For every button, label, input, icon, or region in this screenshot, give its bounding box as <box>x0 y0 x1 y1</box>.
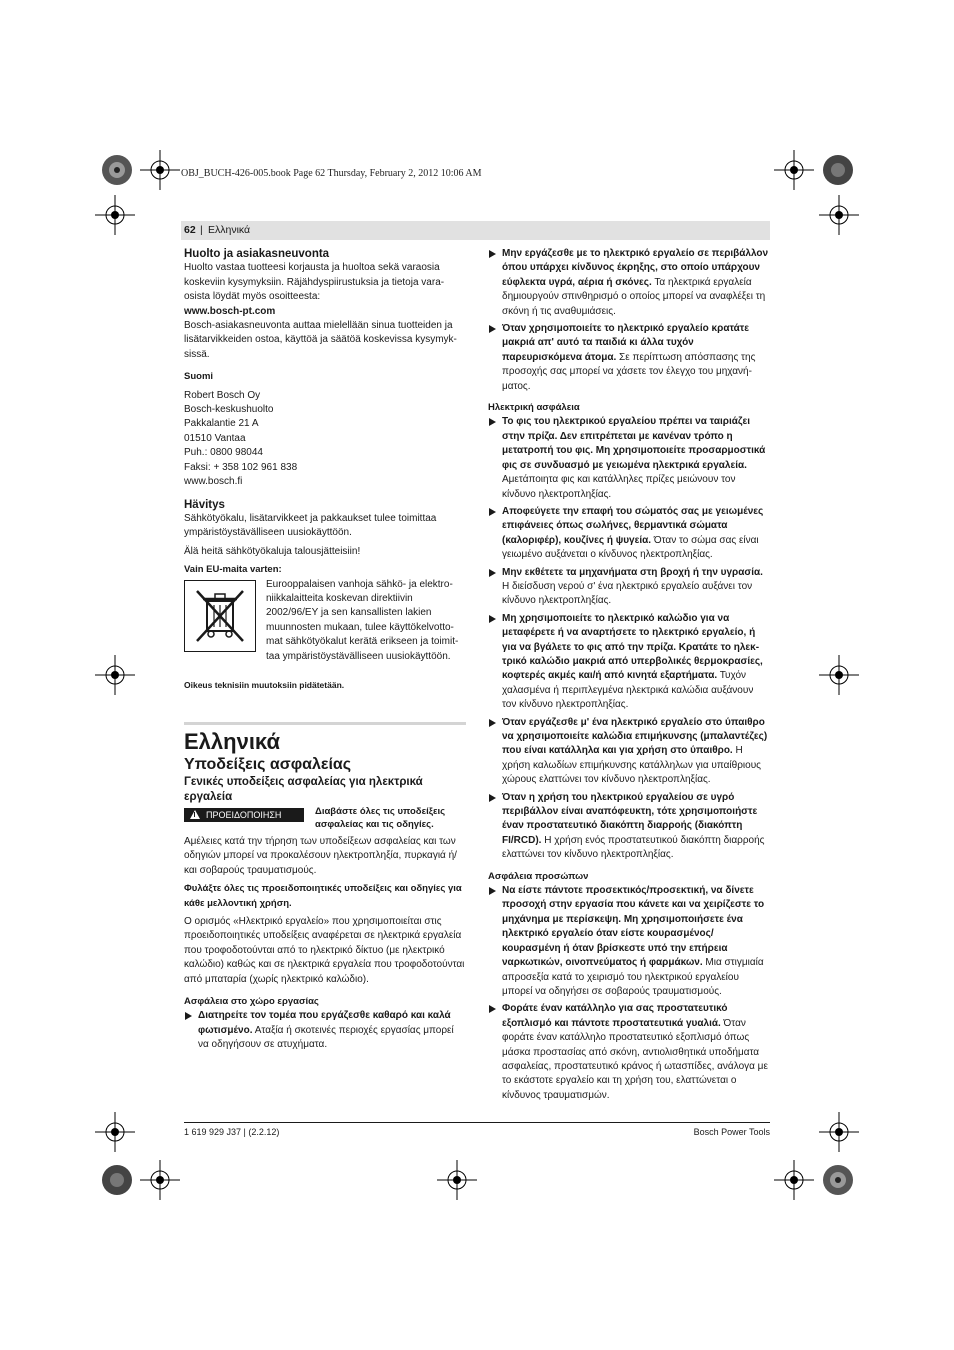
footer-brand: Bosch Power Tools <box>693 1127 770 1137</box>
header-separator: | <box>200 224 203 236</box>
bullet-arrow-icon <box>489 887 496 895</box>
registration-mark-bottom-left <box>97 1160 137 1200</box>
service-text-2: Bosch-asiakasneuvonta auttaa mielellään sinua tuotteiden ja lisätarvikkeiden ostoa, käyttöä ja säätöä koskevissa kysymyk-sissä. <box>184 320 457 360</box>
bullet-arrow-icon <box>489 719 496 727</box>
list-item: Μην εκθέτετε τα μηχανήματα στη βροχή ή την υγρασία. Η διείσδυση νερού σ' ένα ηλεκτρικό εργαλείο αυξάνει τον κίνδυνο ηλεκτροπληξίας. <box>488 566 770 609</box>
eu-heading: Vain EU-maita varten: <box>184 564 282 576</box>
service-text: Huolto vastaa tuotteesi korjausta ja huoltoa sekä varaosia koskeviin kysymyksiin. Räjähdyspiirustuksia ja tietoja vara-osista löydät myös osoitteesta: <box>184 262 445 303</box>
warning-triangle-icon <box>190 810 200 819</box>
bullet-arrow-icon <box>489 1005 496 1013</box>
right-column <box>488 247 770 1106</box>
crosshair-mark <box>95 195 135 235</box>
bullet-arrow-icon <box>489 794 496 802</box>
list-item: Όταν χρησιμοποιείτε το ηλεκτρικό εργαλείο κρατάτε μακριά απ' αυτό τα παιδιά κι άλλα τυχόν παρευρισκόμενα άτομα. Σε περίπτωση απόσπασης της προσοχής σας μπορεί να χάσετε τον έλεγχο του μηχανή-ματος. <box>488 322 770 394</box>
list-item: Όταν εργάζεσθε μ' ένα ηλεκτρικό εργαλείο στο ύπαιθρο να χρησιμοποιείτε καλώδια επιμήκυνσης (μπαλαντέζες) που είναι κατάλληλα και για χρήση στο ύπαιθρο. Η χρήση καλωδίων επιμήκυνσης κατάλληλων για υπαίθριους χώρους ελαττώνει τον κίνδυνο ηλεκτροπληξίας. <box>488 716 770 788</box>
warning-badge <box>184 808 304 822</box>
warning-text: Διαβάστε όλες τις υποδείξεις ασφαλείας και τις οδηγίες. <box>315 805 446 830</box>
list-item: Όταν η χρήση του ηλεκτρικού εργαλείου σε υγρό περιβάλλον είναι αναπόφευκτη, τότε χρησιμοποιήστε έναν προστατευτικό διακόπτη διαρροής (διακόπτη FI/RCD). Η χρήση ενός προστατευτικού διακόπτη διαρροής ελαττώνει τον κίνδυνο ηλεκτροπληξίας. <box>488 791 770 863</box>
page-number: 62 <box>184 224 196 236</box>
service-url[interactable]: www.bosch-pt.com <box>184 305 276 317</box>
file-info-line: OBJ_BUCH-426-005.book Page 62 Thursday, February 2, 2012 10:06 AM <box>181 168 482 179</box>
intro-text: Αμέλειες κατά την τήρηση των υποδείξεων ασφαλείας και των οδηγιών μπορεί να προκαλέσουν ηλεκτροπληξία, πυρκαγιά ή/και σοβαρούς τραυματισμούς. <box>184 835 457 876</box>
disposal-text-2: Älä heitä sähkötyökaluja talousjätteisiin! <box>184 545 361 557</box>
bullet-arrow-icon <box>185 1012 192 1020</box>
country-heading: Suomi <box>184 371 214 383</box>
section-divider <box>184 722 466 725</box>
bullet-arrow-icon <box>489 418 496 426</box>
personal-safety-heading: Ασφάλεια προσώπων <box>488 870 589 882</box>
address-line: Pakkalantie 21 A <box>184 418 259 430</box>
bullet-arrow-icon <box>489 569 496 577</box>
crosshair-mark <box>819 195 859 235</box>
address-line: Puh.: 0800 98044 <box>184 447 263 459</box>
rights-note: Oikeus teknisiin muutoksiin pidätetään. <box>184 679 345 690</box>
disposal-heading: Hävitys <box>184 498 225 511</box>
address-line: Robert Bosch Oy <box>184 389 261 401</box>
safety-title: Υποδείξεις ασφαλείας <box>184 755 352 773</box>
bullet-arrow-icon <box>489 325 496 333</box>
weee-section <box>184 580 466 672</box>
list-item: Μην εργάζεσθε με το ηλεκτρικό εργαλείο σε περιβάλλον όπου υπάρχει κίνδυνος έκρηξης, στο οποίο υπάρχουν εύφλεκτα υγρά, αέρια ή σκόνες. Τα ηλεκτρικά εργαλεία δημιουργούν σπινθηρισμό ο οποίος μπορεί να αναφλέξει τη σκόνη ή τις αναθυμιάσεις. <box>488 247 770 319</box>
warning-label: ΠΡΟΕΙΔΟΠΟΙΗΣΗ <box>206 809 282 820</box>
footer-rule <box>184 1122 770 1123</box>
term-definition-text: Ο ορισμός «Ηλεκτρικό εργαλείο» που χρησιμοποιείται στις προειδοποιητικές υποδείξεις αναφέρεται σε ηλεκτρικά εργαλεία που τροφοδοτούνται από το ηλεκτρικό δίκτυο (με ηλεκτρικό καλώδιο) καθώς και σε ηλεκτρικά εργαλεία που τροφοδοτούνται από μπαταρία (χωρίς ηλεκτρικό καλώδιο). <box>184 915 465 985</box>
list-item: Μη χρησιμοποιείτε το ηλεκτρικό καλώδιο για να μεταφέρετε ή να αναρτήσετε το ηλεκτρικό εργαλείο, ή για να βγάλετε το φις από την πρίζα. Κρατάτε το ηλεκ-τρικό καλώδιο μακριά από υπερβολικές θερμοκρασίες, κοφτερές ακμές και/ή από κινητά εξαρτήματα. Τυχόν χαλασμένα ή περιπλεγμένα ηλεκτρικά καλώδια αυξάνουν τον κίνδυνο ηλεκτροπληξίας. <box>488 612 770 713</box>
address-line: Bosch-keskushuolto <box>184 404 274 416</box>
bullet-arrow-icon <box>489 615 496 623</box>
keep-instructions-text: Φυλάξτε όλες τις προειδοποιητικές υποδείξεις και οδηγίες για κάθε μελλοντική χρήση. <box>184 883 462 909</box>
page-header-bar <box>181 221 770 240</box>
crosshair-mark <box>774 150 814 190</box>
bullet-arrow-icon <box>489 508 496 516</box>
crosshair-mark <box>819 1112 859 1152</box>
list-item: Το φις του ηλεκτρικού εργαλείου πρέπει να ταιριάζει στην πρίζα. Δεν επιτρέπεται με κανέναν τρόπο η μετατροπή του φις. Μη χρησιμοποιείτε προσαρμοστικά φις σε συνδυασμό με γειωμένα ηλεκτρικά εργαλεία. Αμετάποιητα φις και κατάλληλες πρίζες μειώνουν τον κίνδυνο ηλεκτροπληξίας. <box>488 415 770 501</box>
registration-mark-top-left <box>97 150 137 190</box>
address-line: www.bosch.fi <box>184 476 243 488</box>
list-item: Να είστε πάντοτε προσεκτικός/προσεκτική, να δίνετε προσοχή στην εργασία που κάνετε και να χειρίζεστε το μηχάνημα με περίσκεψη. Μη χρησιμοποιήσετε ένα ηλεκτρικό εργαλείο όταν είστε κουρασμένος/κουρασμένη ή όταν βρίσκεστε υπό την επήρεια ναρκωτικών, οινοπνεύματος ή φαρμάκων. Μια στιγμιαία απροσεξία κατά το χειρισμό του ηλεκτρικού εργαλείου μπορεί να οδηγήσει σε σοβαρούς τραυματισμούς. <box>488 884 770 999</box>
weee-text: Eurooppalaisen vanhoja sähkö- ja elektro-niikkalaitteita koskevan direktiivin 2002/96/EY ja sen kansallisten lakien muunnosten mukaan, tulee käyttökelvotto-mat sähkötyökalut kerätä erikseen ja toimit-taa ympäristöystävälliseen uusiokäyttöön. <box>266 578 459 662</box>
registration-mark-top-right <box>818 150 858 190</box>
address-line: 01510 Vantaa <box>184 432 246 444</box>
electrical-safety-heading: Ηλεκτρική ασφάλεια <box>488 402 580 414</box>
warning-row <box>184 805 466 833</box>
list-item: Αποφεύγετε την επαφή του σώματός σας με γειωμένες επιφάνειες όπως σωλήνες, θερμαντικά σώματα (καλοριφέρ), κουζίνες ή ψυγεία. Όταν το σώμα σας είναι γειωμένο αυξάνεται ο κίνδυνος ηλεκτροπληξίας. <box>488 505 770 563</box>
registration-mark-bottom-right <box>818 1160 858 1200</box>
crosshair-mark <box>140 150 180 190</box>
list-item: Φοράτε έναν κατάλληλο για σας προστατευτικό εξοπλισμό και πάντοτε προστατευτικά γυαλιά. Όταν φοράτε έναν κατάλληλο προστατευτικό εξοπλισμό όπως μάσκα προστασίας από σκόνη, αντιολισθητικά υποδήματα ασφαλείας, προστατευτικό κράνος ή ωτασπίδες, ανάλογα με το εκάστοτε εργαλείο και τη χρήση του, ελαττώνεται ο κίνδυνος τραυματισμών. <box>488 1002 770 1103</box>
left-column <box>184 247 466 1056</box>
bullet-arrow-icon <box>489 250 496 258</box>
header-language: Ελληνικά <box>208 224 251 236</box>
crosshair-mark <box>95 655 135 695</box>
crosshair-mark <box>819 655 859 695</box>
crosshair-mark <box>140 1160 180 1200</box>
language-title: Ελληνικά <box>184 728 280 754</box>
workplace-heading: Ασφάλεια στο χώρο εργασίας <box>184 996 319 1007</box>
address-line: Faksi: + 358 102 961 838 <box>184 461 298 473</box>
address-block <box>184 389 466 490</box>
disposal-text: Sähkötyökalu, lisätarvikkeet ja pakkaukset tulee toimittaa ympäristöystävälliseen uusiokäyttöön. <box>184 512 437 539</box>
weee-bin-icon <box>184 580 256 652</box>
service-heading: Huolto ja asiakasneuvonta <box>184 248 330 260</box>
crosshair-mark <box>95 1112 135 1152</box>
crosshair-mark <box>437 1160 477 1200</box>
crosshair-mark <box>774 1160 814 1200</box>
general-safety-title: Γενικές υποδείξεις ασφαλείας για ηλεκτρικά εργαλεία <box>184 775 423 803</box>
list-item: Διατηρείτε τον τομέα που εργάζεσθε καθαρό και καλά φωτισμένο. Αταξία ή σκοτεινές περιοχές εργασίας μπορεί να οδηγήσουν σε ατυχήματα. <box>184 1009 466 1052</box>
footer-doc-number: 1 619 929 J37 | (2.2.12) <box>184 1127 280 1137</box>
